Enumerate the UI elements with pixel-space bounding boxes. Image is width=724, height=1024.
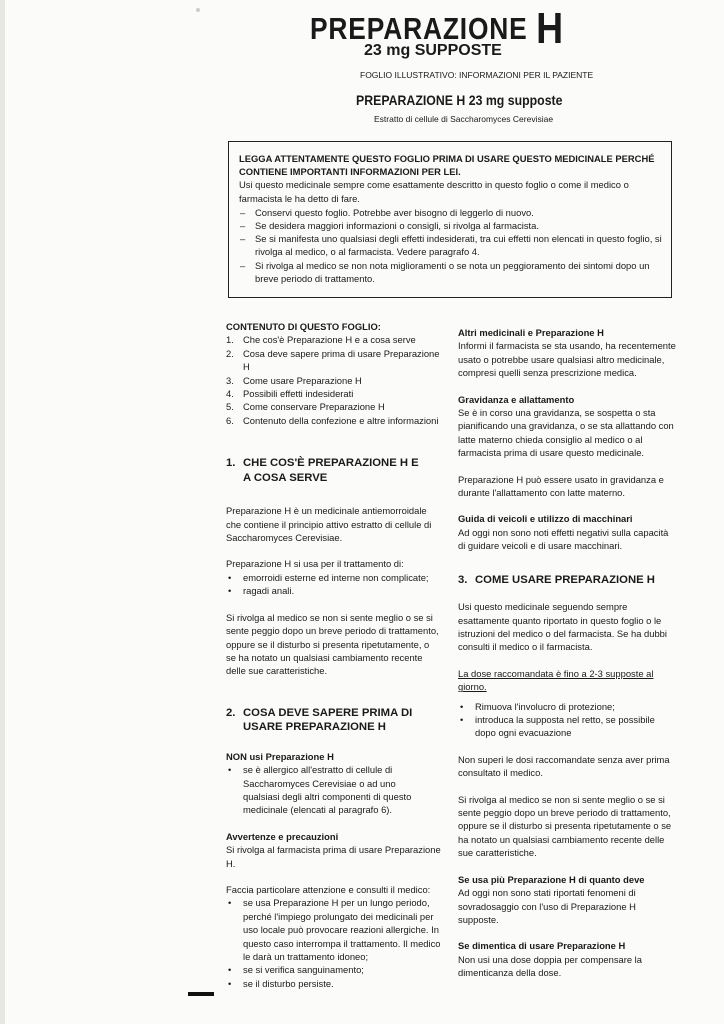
toc-title: CONTENUTO DI QUESTO FOGLIO: [226,321,381,332]
warning-title: LEGGA ATTENTAMENTE QUESTO FOGLIO PRIMA DI USARE QUESTO MEDICINALE PERCHÉ CONTIENE IMPORTANTI INFORMAZIONI PER LEI. [239,153,655,178]
toc-num: 1. [226,334,234,346]
warning-item: – Conservi questo foglio. Potrebbe aver bisogno di leggerlo di nuovo. [239,206,663,219]
toc-text: Possibili effetti indesiderati [243,388,354,400]
contraindication-item: • se è allergico all'estratto di cellule di Saccharomyces Cerevisiae o ad uno qualsiasi degli altri componenti di questo medicinale (elencati al paragrafo 6). [226,763,430,817]
toc-text: Come conservare Preparazione H [243,401,385,413]
section1-heading [226,456,426,485]
section3-num: 3. [458,573,468,586]
toc-item [226,387,448,400]
toc-text: Che cos'è Preparazione H e a cosa serve [243,334,416,346]
indication-item: • emorroidi esterne ed interne non complicate; [226,571,448,584]
section1-intro: Preparazione H è un medicinale antiemorroidale che contiene il principio attivo estratto di cellule di Saccharomyces Cerevisiae. [226,505,432,544]
product-form-subtitle: 23 mg SUPPOSTE [364,42,502,59]
attenzione-list [226,896,444,990]
section3-intro: Usi questo medicinale seguendo sempre esattamente quanto riportato in questo foglio o le istruzioni del medico o del farmacista. Se ha dubbi consulti il medico o il farmacista. [458,601,667,653]
section1-indications [226,571,448,598]
dose-item: • introduca la supposta nel retto, se possibile dopo ogni evacuazione [458,713,678,740]
toc-text: Contenuto della confezione e altre informazioni [243,414,439,426]
toc-text: Come usare Preparazione H [243,374,362,386]
section3-heading [458,573,678,588]
altri-text: Informi il farmacista se sta usando, ha recentemente usato o potrebbe usare qualsiasi altro medicinale, compresi quelli senza prescrizione medica. [458,340,676,379]
guida-text: Ad oggi non sono noti effetti negativi sulla capacità di guidare veicoli e di usare macchinari. [458,526,669,552]
toc-text: Cosa deve sapere prima di usare Preparazione H [243,347,440,373]
toc-num: 6. [226,414,234,426]
warning-item: – Se si manifesta uno qualsiasi degli effetti indesiderati, tra cui effetti non elencati in questo foglio, si rivolga al medico, o al farmacista. Vedere paragrafo 4. [239,232,663,258]
non-usi-heading: NON usi Preparazione H [226,750,334,762]
avvertenze-heading: Avvertenze e precauzioni [226,830,339,842]
section2-title: COSA DEVE SAPERE PRIMA DI USARE PREPARAZIONE H [243,706,413,734]
dose-list [458,700,678,740]
precaution-item: • se il disturbo persiste. [226,977,444,990]
dose-text: La dose raccomandata è fino a 2-3 supposte al giorno. [458,667,654,693]
indication-item: • ragadi anali. [226,584,448,597]
rivolga-text: Si rivolga al medico se non si sente meglio o se si sente peggio dopo un breve periodo di trattamento, oppure se il disturbo si presenta ripetutamente o se ha notato un qualsiasi cambiamento recente delle sue caratteristiche. [458,793,672,859]
toc-item [226,333,448,346]
avvertenze-text: Si rivolga al farmacista prima di usare Preparazione H. [226,844,441,869]
section1-num: 1. [226,457,236,470]
non-usi-list [226,763,430,817]
right-column [458,326,678,980]
warning-box [228,141,672,298]
warning-item: – Si rivolga al medico se non nota miglioramenti o se nota un peggioramento dei sintomi dopo un breve periodo di trattamento. [239,259,663,285]
scan-speck [196,8,200,12]
no-superi-text: Non superi le dosi raccomandate senza aver prima consultato il medico. [458,753,670,779]
toc-num: 2. [226,347,234,359]
section3-title: COME USARE PREPARAZIONE H [475,573,655,586]
precaution-item: • se si verifica sanguinamento; [226,963,444,976]
gravidanza-heading: Gravidanza e allattamento [458,393,575,405]
toc-list [226,333,448,427]
overdose-text: Ad oggi non sono stati riportati fenomeni di sovradosaggio con l'uso di Preparazione H supposte. [458,887,636,925]
gravidanza-text: Se è in corso una gravidanza, se sospetta o sta pianificando una gravidanza, o se sta allattando con latte materno chieda consiglio al medico o al farmacista prima di usare questo medicinale. [458,407,674,459]
scan-mark [188,992,214,996]
leaflet-label: FOGLIO ILLUSTRATIVO: INFORMAZIONI PER IL PAZIENTE [360,70,594,80]
section1-advice: Si rivolga al medico se non si sente meglio o se si sente peggio dopo un breve periodo di trattamento, oppure se il disturbo si presenta ripetutamente, o se ha notato un qualsiasi cambiamento recente delle sue caratteristiche. [226,611,439,677]
toc-item [226,400,448,413]
warning-intro: Usi questo medicinale sempre come esattamente descritto in questo foglio o come il medico o farmacista le ha detto di fare. [239,179,629,204]
missed-dose-heading: Se dimentica di usare Preparazione H [458,940,626,952]
gravidanza-text-2: Preparazione H può essere usato in gravidanza e durante l'allattamento con latte materno. [458,473,664,499]
section2-num: 2. [226,706,236,719]
attenzione-text: Faccia particolare attenzione e consulti il medico: [226,883,431,895]
toc-num: 5. [226,401,234,413]
brand-letter: H [536,4,564,53]
section2-heading [226,706,426,735]
section1-use: Preparazione H si usa per il trattamento di: [226,558,404,570]
toc-item [226,414,448,427]
overdose-heading: Se usa più Preparazione H di quanto deve [458,873,645,885]
toc-num: 4. [226,388,234,400]
warning-item: – Se desidera maggiori informazioni o consigli, si rivolga al farmacista. [239,219,663,232]
warning-list [239,206,663,285]
toc-num: 3. [226,374,234,386]
brand-name: PREPARAZIONE [310,11,528,46]
missed-dose-text: Non usi una dose doppia per compensare la dimenticanza della dose. [458,953,642,979]
toc-item [226,347,448,374]
product-title: PREPARAZIONE H 23 mg supposte [356,92,563,108]
toc-item [226,374,448,387]
guida-heading: Guida di veicoli e utilizzo di macchinari [458,513,633,525]
scan-edge [0,0,5,1024]
altri-heading: Altri medicinali e Preparazione H [458,327,604,338]
dose-item: • Rimuova l'involucro di protezione; [458,700,678,713]
product-subtitle: Estratto di cellule di Saccharomyces Cerevisiae [374,114,554,124]
precaution-item: • se usa Preparazione H per un lungo periodo, perché l'impiego prolungato dei medicinali per uso locale può provocare reazioni allergiche. In questo caso interrompa il trattamento. Il medico le darà un trattamento idoneo; [226,896,444,963]
left-column [226,320,448,990]
section1-title: CHE COS'È PREPARAZIONE H E A COSA SERVE [243,457,419,484]
